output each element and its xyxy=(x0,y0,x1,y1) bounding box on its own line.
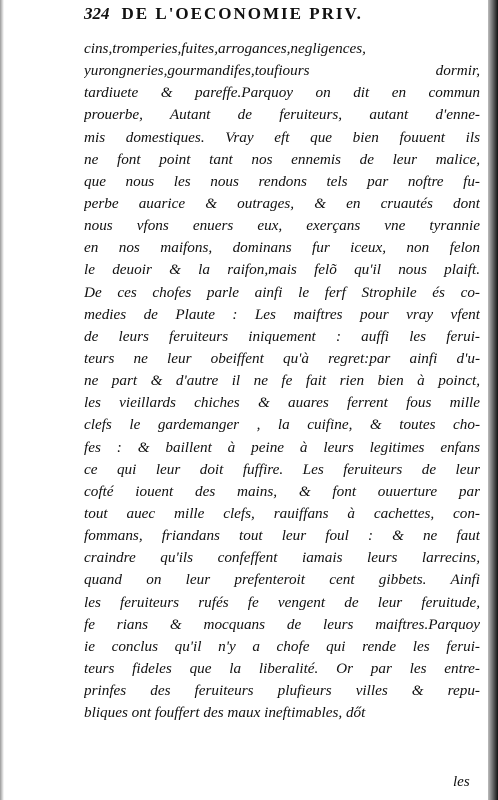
page-number: 324 xyxy=(84,4,110,23)
running-head: DE L'OECONOMIE PRIV. xyxy=(121,4,363,23)
text-line: craindre qu'ils confeffent iamais leurs larrecins, xyxy=(84,549,480,567)
text-line: clefs le gardemanger , la cuifine, & toutes cho- xyxy=(84,416,480,434)
text-line: les feruiteurs rufés fe vengent de leur feruitude, xyxy=(84,593,480,611)
page-header xyxy=(84,4,480,38)
text-line: en nos maifons, dominans fur iceux, non felon xyxy=(84,239,480,257)
text-line: que nous les nous rendons tels par noftre fu- xyxy=(84,172,480,190)
text-line: nous vfons enuers eux, exerçans vne tyrannie xyxy=(84,217,480,235)
text-line: ne font point tant nos ennemis de leur malice, xyxy=(84,150,480,168)
text-line: medies de Plaute : Les maiftres pour vray vfent xyxy=(84,305,480,323)
text-line: perbe auarice & outrages, & en cruautés dont xyxy=(84,194,480,212)
text-line: fe rians & mocquans de leurs maiftres.Parquoy xyxy=(84,615,480,633)
text-line: teurs fideles que la liberalité. Or par les entre- xyxy=(84,659,480,677)
body-text xyxy=(84,38,480,724)
text-line: bliques ont fouffert des maux ineftimables, dőt xyxy=(84,704,366,722)
text-line: tout auec mille clefs, rauiffans à cachettes, con- xyxy=(84,504,480,522)
page-edge-shadow xyxy=(488,0,498,800)
text-line: ce qui leur doit fuffire. Les feruiteurs de leur xyxy=(84,460,480,478)
text-line: ne part & d'autre il ne fe fait rien bien à poinct, xyxy=(84,372,480,390)
text-line: prouerbe, Autant de feruiteurs, autant d'enne- xyxy=(84,106,480,124)
text-line: yurongneries,gourmandifes,toufiours dormir, xyxy=(84,62,480,80)
text-line: De ces chofes parle ainfi le ferf Strophile és co- xyxy=(84,283,480,301)
text-line: fes : & baillent à peine à leurs legitimes enfans xyxy=(84,438,480,456)
text-block xyxy=(84,4,480,724)
page-gutter-shadow xyxy=(0,0,4,800)
text-line: mis domestiques. Vray eft que bien fouuent ils xyxy=(84,128,480,146)
text-line: fommans, friandans tout leur foul : & ne faut xyxy=(84,527,480,545)
catchword: les xyxy=(453,774,470,790)
text-line: quand on leur prefenteroit cent gibbets. Ainfi xyxy=(84,571,480,589)
text-line: le deuoir & la raifon,mais felõ qu'il nous plaift. xyxy=(84,261,480,279)
text-line: ie conclus qu'il n'y a chofe qui rende les ferui- xyxy=(84,637,480,655)
text-line: teurs ne leur obeiffent qu'à regret:par ainfi d'u- xyxy=(84,349,480,367)
text-line: cins,tromperies,fuites,arrogances,negligences, xyxy=(84,40,366,57)
text-line: cofté iouent des mains, & font ouuerture par xyxy=(84,482,480,500)
text-line: de leurs feruiteurs iniquement : auffi les ferui- xyxy=(84,327,480,345)
text-line: prinfes des feruiteurs plufieurs villes & repu- xyxy=(84,682,480,700)
text-line: tardiuete & pareffe.Parquoy on dit en commun xyxy=(84,84,480,102)
text-line: les vieillards chiches & auares ferrent fous mille xyxy=(84,394,480,412)
